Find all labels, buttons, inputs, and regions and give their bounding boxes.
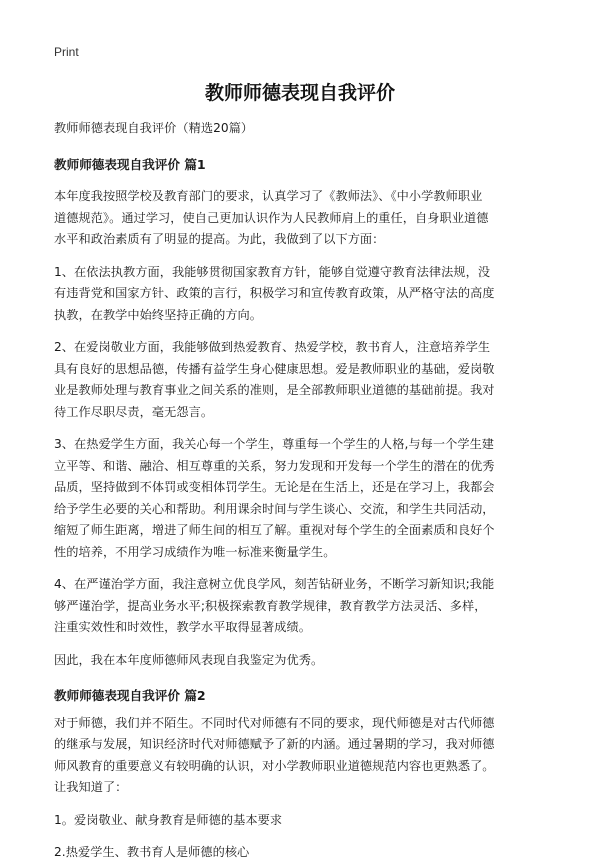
- section-heading: 教师师德表现自我评价 篇1: [54, 156, 206, 172]
- text-line: 水平和政治素质有了明显的提高。为此，我做到了以下方面：: [54, 232, 385, 246]
- text-line: 1、在依法执教方面，我能够贯彻国家教育方针，能够自觉遵守教育法律法规，没: [54, 264, 491, 279]
- text-line: 让我知道了：: [54, 780, 128, 794]
- paragraph: [54, 574, 550, 639]
- text-line: 具有良好的思想品德，传播有益学生身心健康思想。爱是教师职业的基础，爱岗敬: [54, 361, 495, 376]
- document-subtitle: 教师师德表现自我评价（精选20篇）: [54, 121, 254, 135]
- section-heading: 教师师德表现自我评价 篇2: [54, 688, 206, 703]
- text-line: 本年度我按照学校及教育部门的要求，认真学习了《教师法》、《中小学教师职业: [54, 189, 483, 203]
- text-line: 师风教育的重要意义有较明确的认识，对小学教师职业道德规范内容也更熟悉了。: [54, 758, 495, 773]
- paragraph: [54, 186, 550, 251]
- text-line: 2、在爱岗敬业方面，我能够做到热爱教育、热爱学校，教书育人，注意培养学生: [54, 340, 491, 354]
- text-line: 的继承与发展，知识经济时代对师德赋予了新的内涵。通过暑期的学习，我对师德: [54, 737, 495, 751]
- text-line: 够严谨治学，提高业务水平;积极探索教育教学规律，教育教学方法灵活、多样，: [54, 598, 487, 613]
- text-line: 有违背党和国家方针、政策的言行，积极学习和宣传教育政策，从严格守法的高度: [54, 286, 495, 300]
- paragraph: [54, 713, 550, 799]
- text-line: 品质，坚持做到不体罚或变相体罚学生。无论是在生活上，还是在学习上，我都会: [54, 480, 495, 494]
- text-line: 注重实效性和时效性，教学水平取得显著成绩。: [54, 620, 311, 634]
- text-line: 1。爱岗敬业、献身教育是师德的基本要求: [54, 812, 283, 827]
- section-2: [54, 685, 550, 864]
- section-1: [54, 154, 550, 672]
- document-body: [54, 118, 550, 864]
- text-line: 性的培养，不用学习成绩作为唯一标准来衡量学生。: [54, 544, 336, 559]
- text-line: 业是教师处理与教育事业之间关系的准则，是全部教师职业道德的基础前提。我对: [54, 383, 495, 397]
- text-line: 因此，我在本年度师德师风表现自我鉴定为优秀。: [54, 652, 324, 667]
- text-line: 待工作尽职尽责，毫无怨言。: [54, 404, 214, 419]
- paragraph: [54, 650, 550, 672]
- paragraph: [54, 262, 550, 327]
- paragraph: [54, 842, 550, 864]
- print-label: Print: [54, 45, 79, 59]
- text-line: 对于师德，我们并不陌生。不同时代对师德有不同的要求，现代师德是对古代师德: [54, 715, 495, 730]
- text-line: 4、在严谨治学方面，我注意树立优良学风，刻苦钻研业务，不断学习新知识;我能: [54, 577, 495, 591]
- paragraph: [54, 434, 550, 563]
- text-line: 道德规范》。通过学习，使自己更加认识作为人民教师肩上的重任，自身职业道德: [54, 210, 489, 225]
- text-line: 给予学生必要的关心和帮助。利用课余时间与学生谈心、交流，和学生共同活动，: [54, 501, 495, 516]
- text-line: 2.热爱学生、教书育人是师德的核心: [54, 845, 250, 859]
- paragraph: [54, 337, 550, 423]
- text-line: 3、在热爱学生方面，我关心每一个学生，尊重每一个学生的人格,与每一个学生建: [54, 437, 495, 451]
- text-line: 缩短了师生距离，增进了师生间的相互了解。重视对每个学生的全面素质和良好个: [54, 523, 495, 537]
- text-line: 执教，在教学中始终坚持正确的方向。: [54, 307, 263, 322]
- text-line: 立平等、和谐、融洽、相互尊重的关系，努力发现和开发每一个学生的潜在的优秀: [54, 458, 495, 473]
- document-title: 教师师德表现自我评价: [204, 82, 395, 104]
